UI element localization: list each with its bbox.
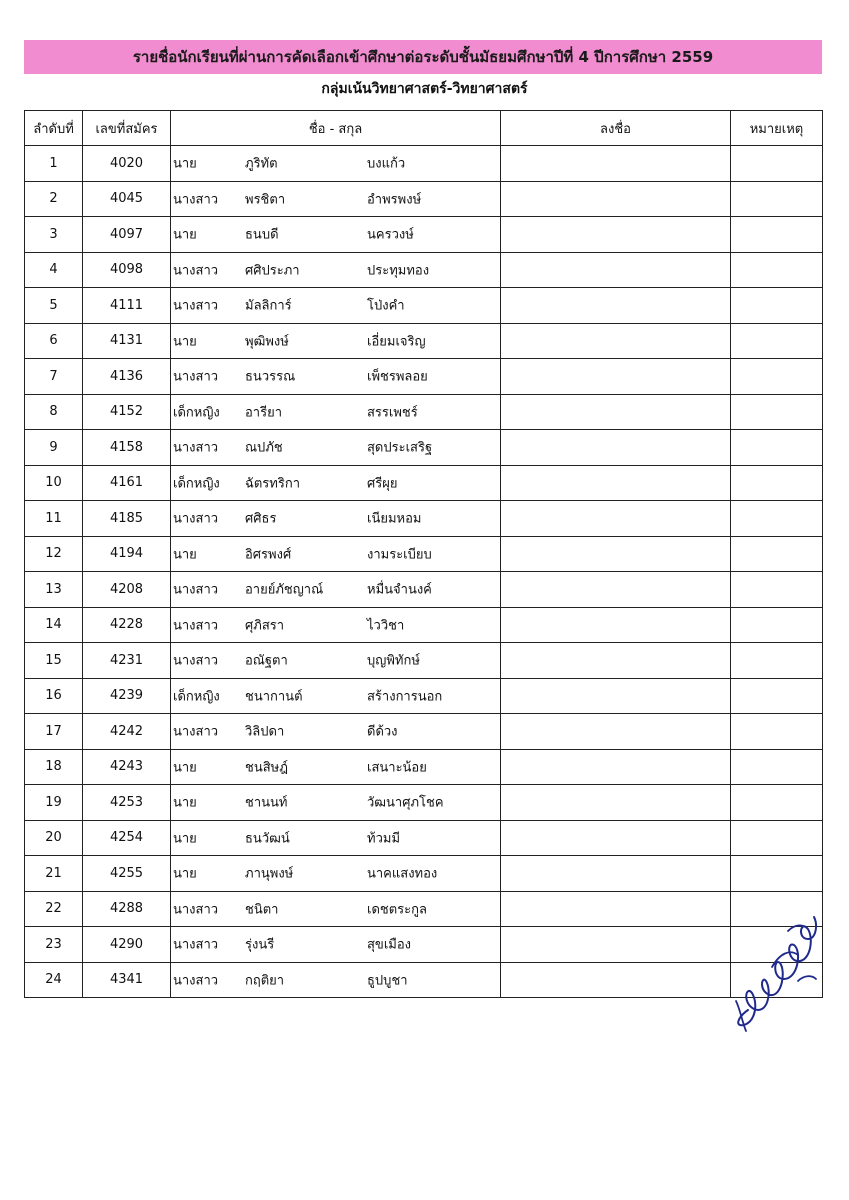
name-prefix: นาย <box>173 866 197 882</box>
full-name-cell <box>171 323 501 359</box>
remarks-cell <box>731 785 823 821</box>
page-subtitle: กลุ่มเน้นวิทยาศาสตร์-วิทยาศาสตร์ <box>321 81 528 97</box>
name-prefix: นางสาว <box>173 369 219 385</box>
name-prefix: เด็กหญิง <box>173 476 220 492</box>
name-prefix: นางสาว <box>173 298 219 314</box>
full-name-cell <box>171 714 501 750</box>
table-row <box>25 465 823 501</box>
application-number: 4253 <box>83 785 171 821</box>
name-prefix: นางสาว <box>173 724 219 740</box>
table-row <box>25 394 823 430</box>
order-number: 3 <box>25 217 83 253</box>
name-prefix: นางสาว <box>173 511 219 527</box>
signature-cell <box>501 181 731 217</box>
remarks-cell <box>731 465 823 501</box>
last-name: สุขเมือง <box>367 937 411 953</box>
signature-cell <box>501 465 731 501</box>
last-name: เสนาะน้อย <box>367 760 427 776</box>
application-number: 4243 <box>83 749 171 785</box>
table-row <box>25 146 823 182</box>
signature-cell <box>501 572 731 608</box>
signature-cell <box>501 607 731 643</box>
full-name-cell <box>171 288 501 324</box>
first-name: ธนวัฒน์ <box>245 831 290 847</box>
application-number: 4020 <box>83 146 171 182</box>
order-number: 21 <box>25 856 83 892</box>
first-name: ณปภัช <box>245 440 283 456</box>
last-name: สร้างการนอก <box>367 689 443 705</box>
last-name: โป่งคำ <box>367 298 405 314</box>
order-number: 13 <box>25 572 83 608</box>
full-name-cell <box>171 217 501 253</box>
first-name: ศศิประภา <box>245 263 300 279</box>
first-name: ภูริทัต <box>245 156 278 172</box>
last-name: สุดประเสริฐ <box>367 440 433 456</box>
order-number: 23 <box>25 927 83 963</box>
order-number: 5 <box>25 288 83 324</box>
signature-cell <box>501 394 731 430</box>
last-name: เดชตระกูล <box>367 902 427 918</box>
remarks-cell <box>731 181 823 217</box>
order-number: 4 <box>25 252 83 288</box>
first-name: พรชิตา <box>245 192 286 208</box>
remarks-cell <box>731 678 823 714</box>
first-name: ธนวรรณ <box>245 369 296 385</box>
last-name: สรรเพชร์ <box>367 405 418 421</box>
header-order: ลำดับที่ <box>25 111 83 146</box>
signature-cell <box>501 217 731 253</box>
last-name: ดีด้วง <box>367 724 398 740</box>
table-row <box>25 962 823 998</box>
table-row <box>25 820 823 856</box>
name-prefix: นางสาว <box>173 937 219 953</box>
application-number: 4185 <box>83 501 171 537</box>
full-name-cell <box>171 820 501 856</box>
table-row <box>25 927 823 963</box>
full-name-cell <box>171 856 501 892</box>
application-number: 4098 <box>83 252 171 288</box>
signature-cell <box>501 927 731 963</box>
application-number: 4194 <box>83 536 171 572</box>
name-prefix: นางสาว <box>173 582 219 598</box>
remarks-cell <box>731 288 823 324</box>
order-number: 14 <box>25 607 83 643</box>
application-number: 4161 <box>83 465 171 501</box>
application-number: 4111 <box>83 288 171 324</box>
name-prefix: นางสาว <box>173 973 219 989</box>
application-number: 4136 <box>83 359 171 395</box>
order-number: 22 <box>25 891 83 927</box>
table-row <box>25 252 823 288</box>
name-prefix: นาย <box>173 547 197 563</box>
header-remarks: หมายเหตุ <box>731 111 823 146</box>
signature-cell <box>501 785 731 821</box>
name-prefix: นางสาว <box>173 263 219 279</box>
full-name-cell <box>171 785 501 821</box>
remarks-cell <box>731 820 823 856</box>
remarks-cell <box>731 146 823 182</box>
name-prefix: นาย <box>173 334 197 350</box>
application-number: 4131 <box>83 323 171 359</box>
order-number: 19 <box>25 785 83 821</box>
remarks-cell <box>731 856 823 892</box>
application-number: 4228 <box>83 607 171 643</box>
remarks-cell <box>731 607 823 643</box>
remarks-cell <box>731 217 823 253</box>
table-row <box>25 891 823 927</box>
application-number: 4152 <box>83 394 171 430</box>
first-name: มัลลิการ์ <box>245 298 292 314</box>
application-number: 4045 <box>83 181 171 217</box>
name-prefix: นาย <box>173 227 197 243</box>
order-number: 18 <box>25 749 83 785</box>
remarks-cell <box>731 501 823 537</box>
first-name: วิลิปดา <box>245 724 285 740</box>
last-name: ศรีผุย <box>367 476 398 492</box>
last-name: ประทุมทอง <box>367 263 430 279</box>
order-number: 1 <box>25 146 83 182</box>
full-name-cell <box>171 572 501 608</box>
application-number: 4288 <box>83 891 171 927</box>
signature-cell <box>501 856 731 892</box>
header-signature: ลงชื่อ <box>501 111 731 146</box>
application-number: 4242 <box>83 714 171 750</box>
table-row <box>25 536 823 572</box>
first-name: อารียา <box>245 405 283 421</box>
order-number: 6 <box>25 323 83 359</box>
order-number: 17 <box>25 714 83 750</box>
table-row <box>25 572 823 608</box>
table-row <box>25 749 823 785</box>
title-banner <box>24 40 822 74</box>
remarks-cell <box>731 572 823 608</box>
full-name-cell <box>171 607 501 643</box>
name-prefix: นางสาว <box>173 618 219 634</box>
full-name-cell <box>171 501 501 537</box>
last-name: บุญพิทักษ์ <box>367 653 420 669</box>
full-name-cell <box>171 749 501 785</box>
first-name: กฤติยา <box>245 973 285 989</box>
signature-cell <box>501 252 731 288</box>
first-name: ฉัตรทริกา <box>245 476 301 492</box>
name-prefix: นาย <box>173 795 197 811</box>
remarks-cell <box>731 394 823 430</box>
first-name: อณัฐตา <box>245 653 288 669</box>
first-name: ชนสิษฎ์ <box>245 760 288 776</box>
application-number: 4239 <box>83 678 171 714</box>
name-prefix: นางสาว <box>173 192 219 208</box>
name-prefix: เด็กหญิง <box>173 689 220 705</box>
first-name: ชนิตา <box>245 902 279 918</box>
order-number: 2 <box>25 181 83 217</box>
signature-cell <box>501 820 731 856</box>
remarks-cell <box>731 714 823 750</box>
last-name: วัฒนาศุภโชค <box>367 795 444 811</box>
application-number: 4341 <box>83 962 171 998</box>
last-name: อำพรพงษ์ <box>367 192 422 208</box>
full-name-cell <box>171 962 501 998</box>
name-prefix: นางสาว <box>173 653 219 669</box>
full-name-cell <box>171 430 501 466</box>
application-number: 4255 <box>83 856 171 892</box>
first-name: ภานุพงษ์ <box>245 866 294 882</box>
order-number: 7 <box>25 359 83 395</box>
first-name: ชานนท์ <box>245 795 288 811</box>
remarks-cell <box>731 643 823 679</box>
last-name: หมื่นจำนงค์ <box>367 582 432 598</box>
last-name: งามระเบียบ <box>367 547 432 563</box>
remarks-cell <box>731 536 823 572</box>
name-prefix: นาย <box>173 156 197 172</box>
application-number: 4208 <box>83 572 171 608</box>
page-title: รายชื่อนักเรียนที่ผ่านการคัดเลือกเข้าศึกษาต่อระดับชั้นมัธยมศึกษาปีที่ 4 ปีการศึกษา 2559 <box>132 48 714 66</box>
full-name-cell <box>171 359 501 395</box>
application-number: 4254 <box>83 820 171 856</box>
signature-cell <box>501 146 731 182</box>
first-name: อายย์ภัชญาณ์ <box>245 582 324 598</box>
name-prefix: นาย <box>173 831 197 847</box>
last-name: นาคแสงทอง <box>367 866 438 882</box>
last-name: เนียมหอม <box>367 511 422 527</box>
application-number: 4290 <box>83 927 171 963</box>
remarks-cell <box>731 252 823 288</box>
remarks-cell <box>731 749 823 785</box>
order-number: 9 <box>25 430 83 466</box>
signature-cell <box>501 749 731 785</box>
name-prefix: นางสาว <box>173 902 219 918</box>
signature-cell <box>501 962 731 998</box>
last-name: ธูปบูชา <box>367 973 408 989</box>
full-name-cell <box>171 252 501 288</box>
remarks-cell <box>731 359 823 395</box>
order-number: 15 <box>25 643 83 679</box>
table-row <box>25 288 823 324</box>
full-name-cell <box>171 536 501 572</box>
name-prefix: นางสาว <box>173 440 219 456</box>
full-name-cell <box>171 394 501 430</box>
full-name-cell <box>171 891 501 927</box>
signature-cell <box>501 323 731 359</box>
application-number: 4231 <box>83 643 171 679</box>
table-row <box>25 217 823 253</box>
last-name: เพ็ชรพลอย <box>367 369 428 385</box>
last-name: ท้วมมี <box>367 831 401 847</box>
first-name: รุ่งนรี <box>245 937 275 953</box>
signature-cell <box>501 714 731 750</box>
remarks-cell <box>731 430 823 466</box>
signature-cell <box>501 643 731 679</box>
table-row <box>25 643 823 679</box>
signature-cell <box>501 678 731 714</box>
first-name: อิศรพงศ์ <box>245 547 292 563</box>
first-name: ศุภิสรา <box>245 618 285 634</box>
first-name: ธนบดี <box>245 227 279 243</box>
application-number: 4158 <box>83 430 171 466</box>
name-prefix: เด็กหญิง <box>173 405 220 421</box>
full-name-cell <box>171 146 501 182</box>
signature-cell <box>501 430 731 466</box>
name-prefix: นาย <box>173 760 197 776</box>
order-number: 24 <box>25 962 83 998</box>
last-name: เอี่ยมเจริญ <box>367 334 426 350</box>
signature-cell <box>501 536 731 572</box>
table-row <box>25 856 823 892</box>
table-row <box>25 678 823 714</box>
order-number: 11 <box>25 501 83 537</box>
table-body <box>25 146 823 998</box>
signature-cell <box>501 288 731 324</box>
signature-cell <box>501 891 731 927</box>
first-name: ศศิธร <box>245 511 277 527</box>
last-name: ไววิชา <box>367 618 405 634</box>
table-row <box>25 714 823 750</box>
first-name: พุฒิพงษ์ <box>245 334 289 350</box>
full-name-cell <box>171 678 501 714</box>
table-row <box>25 430 823 466</box>
full-name-cell <box>171 181 501 217</box>
header-application-number: เลขที่สมัคร <box>83 111 171 146</box>
table-row <box>25 181 823 217</box>
last-name: นครวงษ์ <box>367 227 414 243</box>
order-number: 10 <box>25 465 83 501</box>
remarks-cell <box>731 323 823 359</box>
student-table <box>24 110 823 998</box>
order-number: 8 <box>25 394 83 430</box>
header-full-name: ชื่อ - สกุล <box>171 111 501 146</box>
table-row <box>25 501 823 537</box>
last-name: บงแก้ว <box>367 156 406 172</box>
full-name-cell <box>171 927 501 963</box>
application-number: 4097 <box>83 217 171 253</box>
table-header-row <box>25 111 823 146</box>
signature-cell <box>501 501 731 537</box>
table-row <box>25 607 823 643</box>
handwritten-signature <box>728 905 824 1040</box>
table-row <box>25 323 823 359</box>
table-row <box>25 359 823 395</box>
first-name: ชนากานต์ <box>245 689 303 705</box>
order-number: 20 <box>25 820 83 856</box>
full-name-cell <box>171 465 501 501</box>
order-number: 12 <box>25 536 83 572</box>
signature-cell <box>501 359 731 395</box>
order-number: 16 <box>25 678 83 714</box>
table-row <box>25 785 823 821</box>
full-name-cell <box>171 643 501 679</box>
